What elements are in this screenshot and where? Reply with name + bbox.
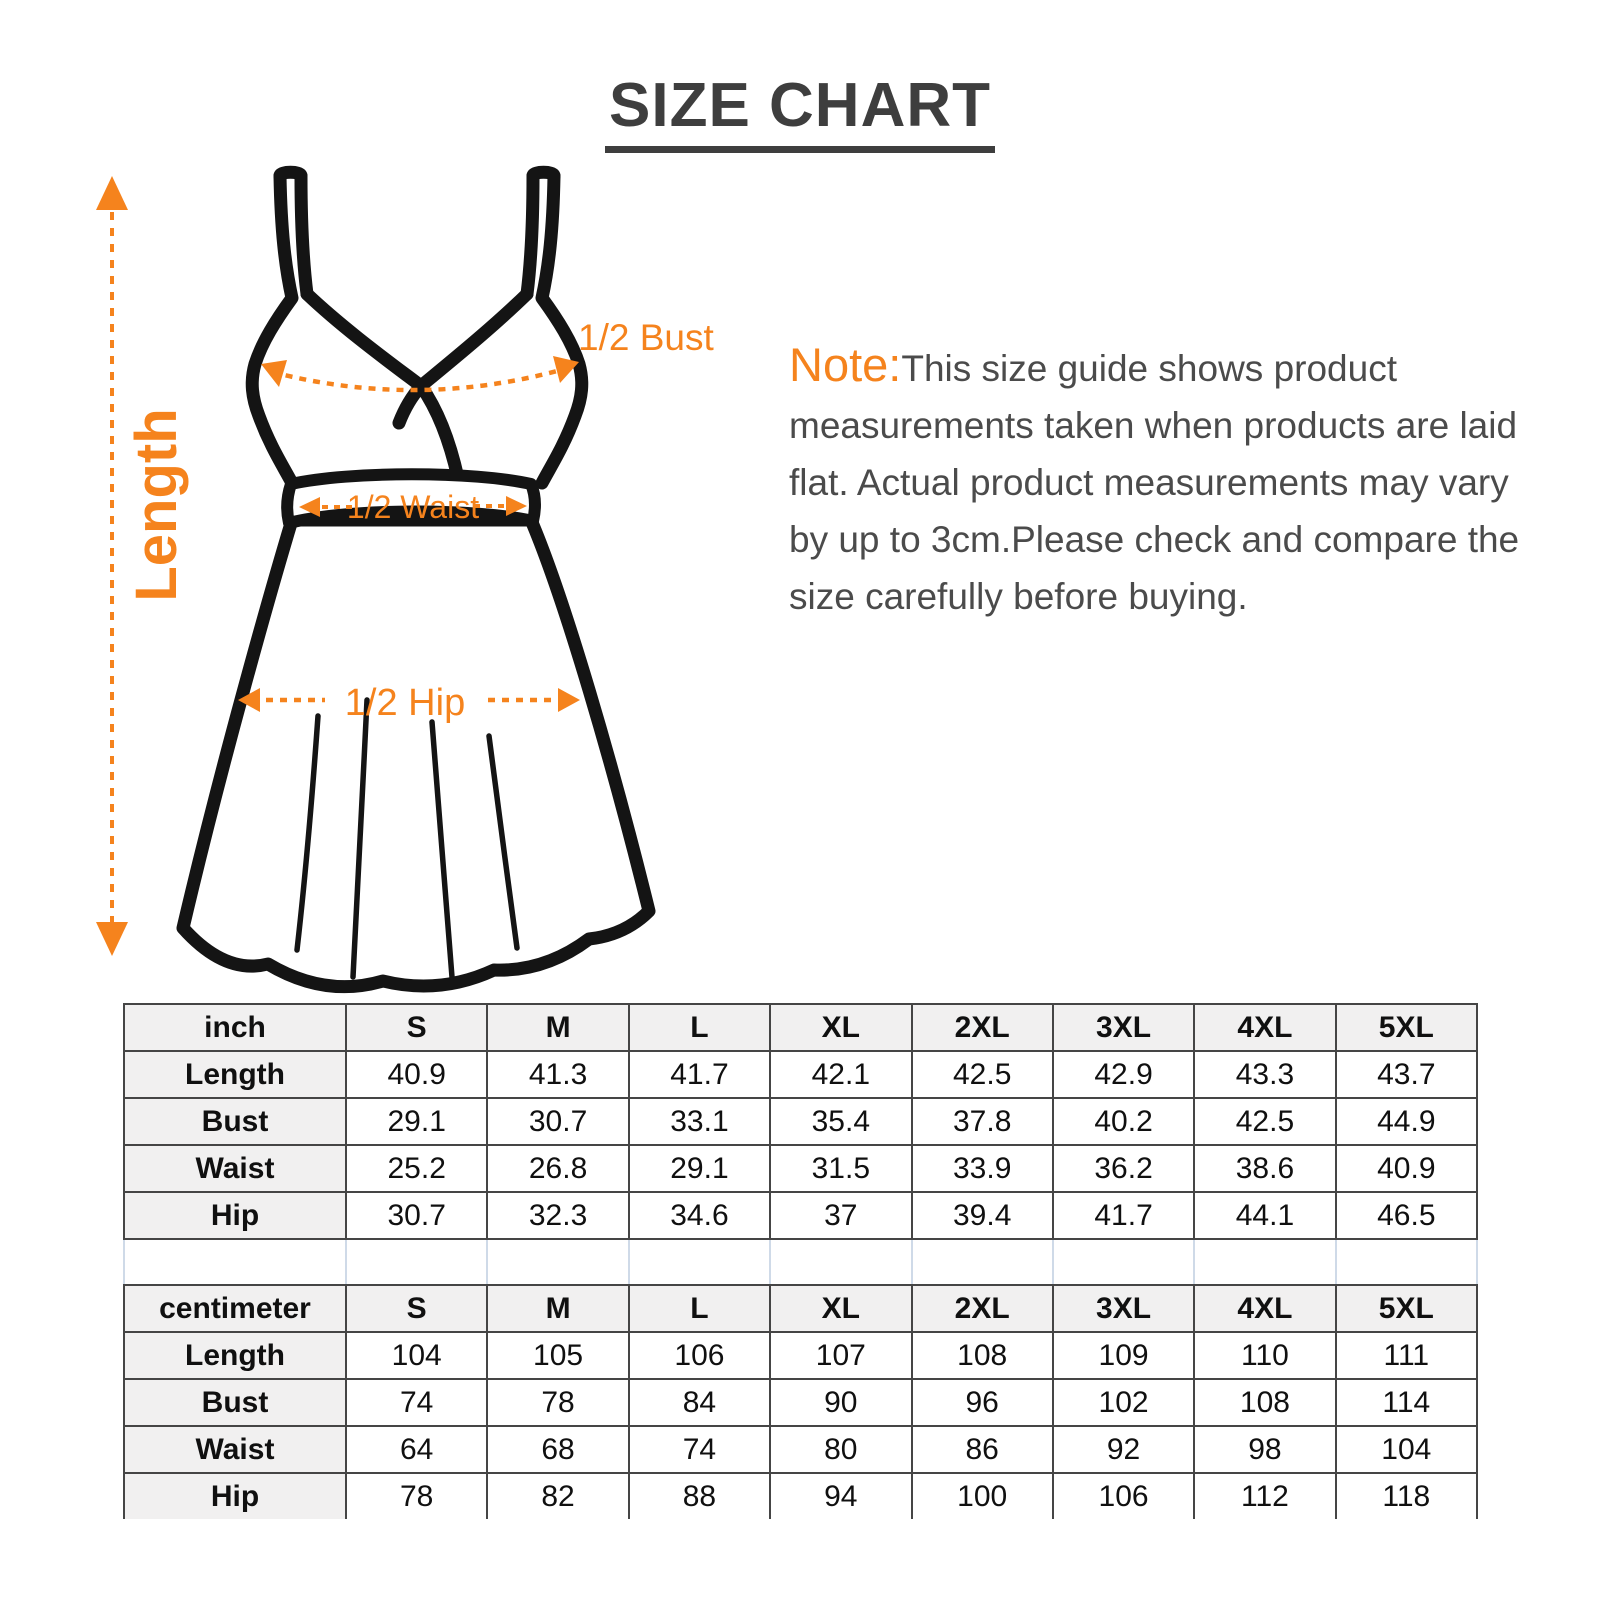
table-row bbox=[124, 1145, 1477, 1192]
value-cell: 46.5 bbox=[1336, 1192, 1477, 1239]
row-label-cell: Bust bbox=[124, 1098, 346, 1145]
note-text: This size guide shows product measurements taken when products are laid flat. Actual product measurements may vary by up to 3cm.Please check and compare the size carefully before buying. bbox=[789, 348, 1520, 617]
value-cell: 74 bbox=[346, 1379, 487, 1426]
value-cell: 118 bbox=[1336, 1473, 1477, 1519]
bust-label: 1/2 Bust bbox=[578, 317, 714, 358]
value-cell: 33.1 bbox=[629, 1098, 770, 1145]
value-cell: 38.6 bbox=[1194, 1145, 1335, 1192]
value-cell: 42.1 bbox=[770, 1051, 911, 1098]
value-cell: 98 bbox=[1194, 1426, 1335, 1473]
waist-label: 1/2 Waist bbox=[346, 489, 480, 525]
spacer-cell bbox=[487, 1240, 628, 1284]
value-cell: 94 bbox=[770, 1473, 911, 1519]
table-row bbox=[124, 1098, 1477, 1145]
value-cell: 44.9 bbox=[1336, 1098, 1477, 1145]
value-cell: 92 bbox=[1053, 1426, 1194, 1473]
spacer-cell bbox=[1336, 1240, 1477, 1284]
size-header-cell: M bbox=[487, 1004, 628, 1051]
value-cell: 35.4 bbox=[770, 1098, 911, 1145]
value-cell: 25.2 bbox=[346, 1145, 487, 1192]
value-cell: 30.7 bbox=[487, 1098, 628, 1145]
value-cell: 41.3 bbox=[487, 1051, 628, 1098]
value-cell: 37 bbox=[770, 1192, 911, 1239]
value-cell: 40.9 bbox=[346, 1051, 487, 1098]
row-label-cell: Bust bbox=[124, 1379, 346, 1426]
table-row bbox=[124, 1192, 1477, 1239]
row-label-cell: Length bbox=[124, 1051, 346, 1098]
header-row bbox=[124, 1285, 1477, 1332]
value-cell: 111 bbox=[1336, 1332, 1477, 1379]
table-row bbox=[124, 1332, 1477, 1379]
value-cell: 40.9 bbox=[1336, 1145, 1477, 1192]
table-row bbox=[124, 1379, 1477, 1426]
row-label-cell: Length bbox=[124, 1332, 346, 1379]
value-cell: 100 bbox=[912, 1473, 1053, 1519]
size-header-cell: XL bbox=[770, 1285, 911, 1332]
size-header-cell: XL bbox=[770, 1004, 911, 1051]
spacer-cell bbox=[124, 1240, 346, 1284]
value-cell: 74 bbox=[629, 1426, 770, 1473]
spacer-cell bbox=[912, 1240, 1053, 1284]
value-cell: 110 bbox=[1194, 1332, 1335, 1379]
size-header-cell: L bbox=[629, 1285, 770, 1332]
table-row bbox=[124, 1473, 1477, 1519]
note-label: Note: bbox=[789, 338, 902, 391]
value-cell: 108 bbox=[912, 1332, 1053, 1379]
table-spacer bbox=[123, 1240, 1478, 1284]
value-cell: 82 bbox=[487, 1473, 628, 1519]
value-cell: 32.3 bbox=[487, 1192, 628, 1239]
value-cell: 26.8 bbox=[487, 1145, 628, 1192]
value-cell: 106 bbox=[1053, 1473, 1194, 1519]
size-header-cell: 5XL bbox=[1336, 1004, 1477, 1051]
inch-size-table bbox=[123, 1003, 1478, 1240]
size-header-cell: S bbox=[346, 1004, 487, 1051]
value-cell: 42.5 bbox=[912, 1051, 1053, 1098]
value-cell: 86 bbox=[912, 1426, 1053, 1473]
size-tables bbox=[123, 1003, 1478, 1519]
value-cell: 84 bbox=[629, 1379, 770, 1426]
value-cell: 33.9 bbox=[912, 1145, 1053, 1192]
value-cell: 78 bbox=[487, 1379, 628, 1426]
table-row bbox=[124, 1051, 1477, 1098]
value-cell: 29.1 bbox=[629, 1145, 770, 1192]
value-cell: 88 bbox=[629, 1473, 770, 1519]
value-cell: 107 bbox=[770, 1332, 911, 1379]
value-cell: 114 bbox=[1336, 1379, 1477, 1426]
centimeter-size-table bbox=[123, 1284, 1478, 1519]
spacer-cell bbox=[1053, 1240, 1194, 1284]
table-row bbox=[124, 1426, 1477, 1473]
value-cell: 30.7 bbox=[346, 1192, 487, 1239]
value-cell: 68 bbox=[487, 1426, 628, 1473]
size-header-cell: M bbox=[487, 1285, 628, 1332]
value-cell: 104 bbox=[1336, 1426, 1477, 1473]
size-header-cell: 4XL bbox=[1194, 1285, 1335, 1332]
value-cell: 64 bbox=[346, 1426, 487, 1473]
value-cell: 96 bbox=[912, 1379, 1053, 1426]
dress-bodice-outline bbox=[252, 172, 582, 483]
size-header-cell: S bbox=[346, 1285, 487, 1332]
size-header-cell: 3XL bbox=[1053, 1285, 1194, 1332]
value-cell: 42.9 bbox=[1053, 1051, 1194, 1098]
value-cell: 29.1 bbox=[346, 1098, 487, 1145]
length-label: Length bbox=[124, 408, 189, 602]
header-row bbox=[124, 1004, 1477, 1051]
value-cell: 108 bbox=[1194, 1379, 1335, 1426]
value-cell: 104 bbox=[346, 1332, 487, 1379]
size-header-cell: 2XL bbox=[912, 1004, 1053, 1051]
value-cell: 109 bbox=[1053, 1332, 1194, 1379]
size-header-cell: 3XL bbox=[1053, 1004, 1194, 1051]
value-cell: 41.7 bbox=[629, 1051, 770, 1098]
value-cell: 44.1 bbox=[1194, 1192, 1335, 1239]
value-cell: 40.2 bbox=[1053, 1098, 1194, 1145]
value-cell: 37.8 bbox=[912, 1098, 1053, 1145]
value-cell: 106 bbox=[629, 1332, 770, 1379]
value-cell: 42.5 bbox=[1194, 1098, 1335, 1145]
value-cell: 43.3 bbox=[1194, 1051, 1335, 1098]
spacer-cell bbox=[1194, 1240, 1335, 1284]
value-cell: 34.6 bbox=[629, 1192, 770, 1239]
size-header-cell: 5XL bbox=[1336, 1285, 1477, 1332]
size-header-cell: 2XL bbox=[912, 1285, 1053, 1332]
size-header-cell: L bbox=[629, 1004, 770, 1051]
value-cell: 102 bbox=[1053, 1379, 1194, 1426]
page-title: SIZE CHART bbox=[605, 70, 995, 153]
unit-header-cell: inch bbox=[124, 1004, 346, 1051]
row-label-cell: Waist bbox=[124, 1145, 346, 1192]
unit-header-cell: centimeter bbox=[124, 1285, 346, 1332]
size-header-cell: 4XL bbox=[1194, 1004, 1335, 1051]
value-cell: 31.5 bbox=[770, 1145, 911, 1192]
dress-skirt-outline bbox=[183, 520, 649, 987]
value-cell: 80 bbox=[770, 1426, 911, 1473]
value-cell: 90 bbox=[770, 1379, 911, 1426]
value-cell: 41.7 bbox=[1053, 1192, 1194, 1239]
dress-measurement-diagram bbox=[0, 0, 780, 1020]
value-cell: 43.7 bbox=[1336, 1051, 1477, 1098]
spacer-cell bbox=[770, 1240, 911, 1284]
value-cell: 112 bbox=[1194, 1473, 1335, 1519]
value-cell: 105 bbox=[487, 1332, 628, 1379]
row-label-cell: Waist bbox=[124, 1426, 346, 1473]
row-label-cell: Hip bbox=[124, 1192, 346, 1239]
note-paragraph bbox=[789, 336, 1541, 625]
spacer-cell bbox=[346, 1240, 487, 1284]
spacer-cell bbox=[629, 1240, 770, 1284]
value-cell: 36.2 bbox=[1053, 1145, 1194, 1192]
hip-label: 1/2 Hip bbox=[344, 682, 466, 724]
row-label-cell: Hip bbox=[124, 1473, 346, 1519]
value-cell: 39.4 bbox=[912, 1192, 1053, 1239]
value-cell: 78 bbox=[346, 1473, 487, 1519]
